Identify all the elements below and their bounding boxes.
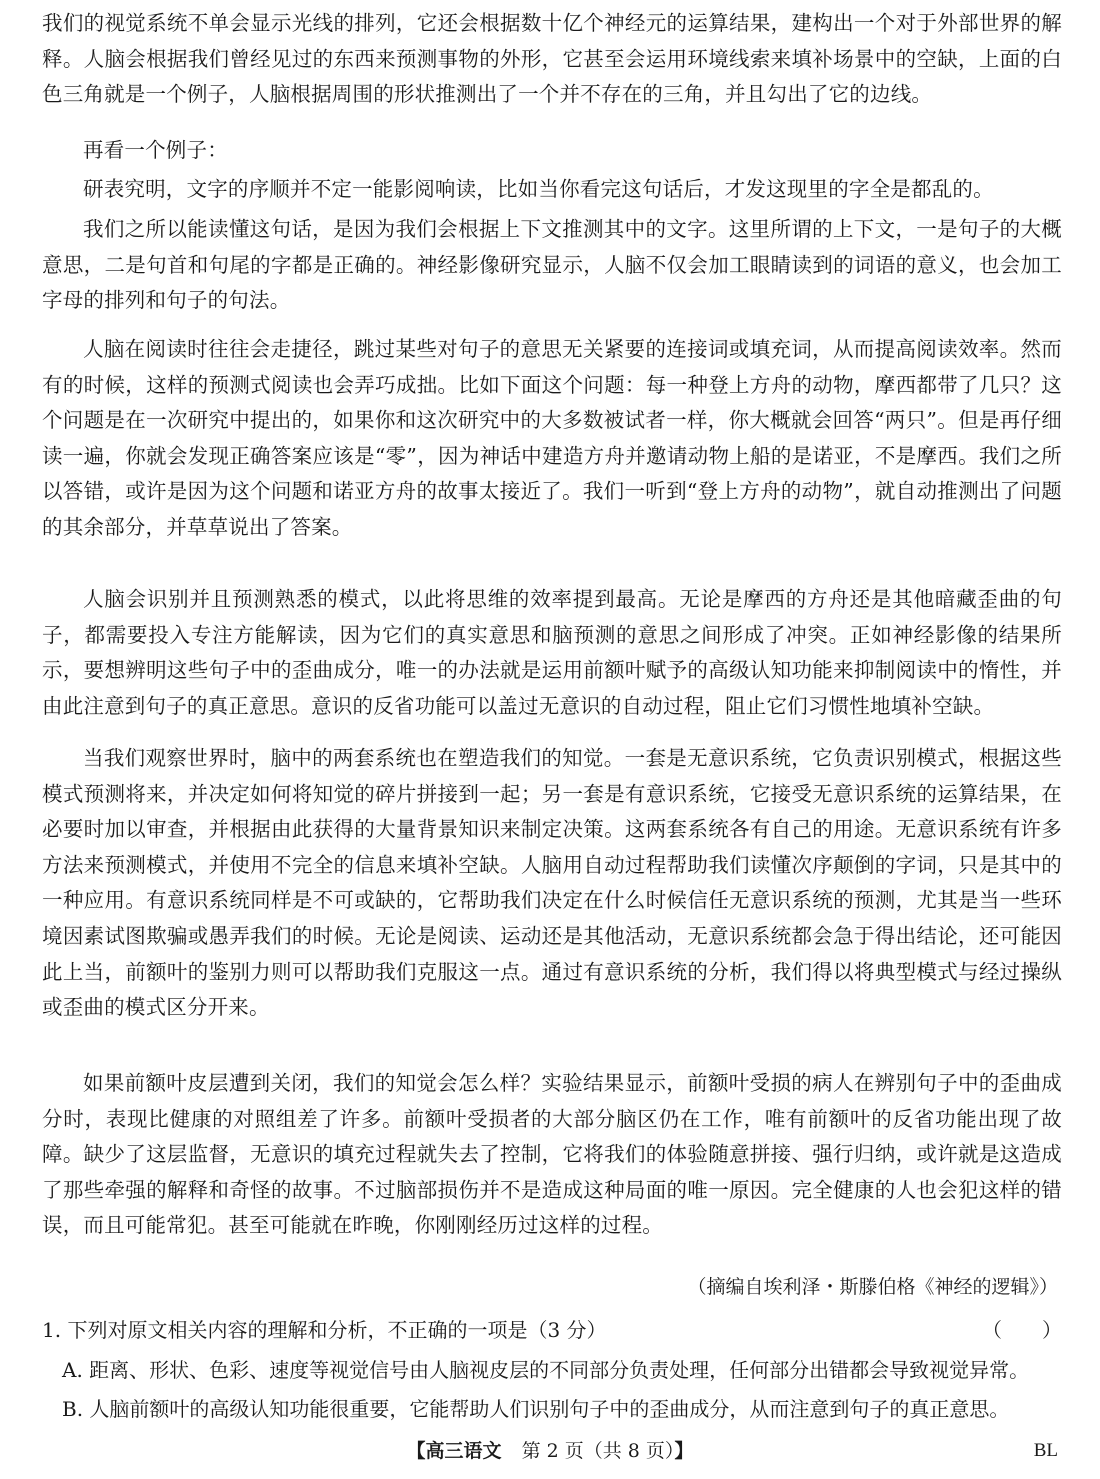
footer-subject: 【高三语文 (406, 1440, 502, 1462)
passage-paragraph-8: 如果前额叶皮层遭到关闭，我们的知觉会怎么样？实验结果显示，前额叶受损的病人在辨别句子中的歪曲成分时，表现比健康的对照组差了许多。前额叶受损者的大部分脑区仍在工作，唯有前额叶的反省功能出现了故障。缺少了这层监督，无意识的填充过程就失去了控制，它将我们的体验随意拼接、强行归纳，或许就是这造成了那些牵强的解释和奇怪的故事。不过脑部损伤并不是造成这种局面的唯一原因。完全健康的人也会犯这样的错误，而且可能常犯。甚至可能就在昨晚，你刚刚经历过这样的过程。 (42, 1071, 1062, 1238)
passage-paragraph-7: 当我们观察世界时，脑中的两套系统也在塑造我们的知觉。一套是无意识系统，它负责识别模式，根据这些模式预测将来，并决定如何将知觉的碎片拼接到一起；另一套是有意识系统，它接受无意识系统的运算结果，在必要时加以审查，并根据由此获得的大量背景知识来制定决策。这两套系统各有自己的用途。无意识系统有许多方法来预测模式，并使用不完全的信息来填补空缺。人脑用自动过程帮助我们读懂次序颠倒的字词，只是其中的一种应用。有意识系统同样是不可或缺的，它帮助我们决定在什么时候信任无意识系统的预测，尤其是当一些环境因素试图欺骗或愚弄我们的时候。无论是阅读、运动还是其他活动，无意识系统都会急于得出结论，还可能因此上当，前额叶的鉴别力则可以帮助我们克服这一点。通过有意识系统的分析，我们得以将典型模式与经过操纵或歪曲的模式区分开来。 (42, 746, 1062, 1020)
question-1-stem (42, 1314, 1062, 1346)
passage-source: （摘编自埃利泽・斯滕伯格《神经的逻辑》） (687, 1276, 1058, 1298)
footer-page-number: 第 2 页（共 8 页） (521, 1440, 675, 1462)
passage-paragraph-6: 人脑会识别并且预测熟悉的模式，以此将思维的效率提到最高。无论是摩西的方舟还是其他暗藏歪曲的句子，都需要投入专注方能解读，因为它们的真实意思和脑预测的意思之间形成了冲突。正如神经影像的结果所示，要想辨明这些句子中的歪曲成分，唯一的办法就是运用前额叶赋予的高级认知功能来抑制阅读中的惰性，并由此注意到句子的真正意思。意识的反省功能可以盖过无意识的自动过程，阻止它们习惯性地填补空缺。 (42, 587, 1062, 718)
passage-paragraph-4: 我们之所以能读懂这句话，是因为我们会根据上下文推测其中的文字。这里所谓的上下文，一是句子的大概意思，二是句首和句尾的字都是正确的。神经影像研究显示，人脑不仅会加工眼睛读到的词语的意义，也会加工字母的排列和句子的句法。 (42, 217, 1062, 313)
question-1-option-b: B. 人脑前额叶的高级认知功能很重要，它能帮助人们识别句子中的歪曲成分，从而注意到句子的真正意思。 (62, 1397, 1010, 1421)
footer-code: BL (1033, 1440, 1058, 1461)
passage-paragraph-5: 人脑在阅读时往往会走捷径，跳过某些对句子的意思无关紧要的连接词或填充词，从而提高阅读效率。然而有的时候，这样的预测式阅读也会弄巧成拙。比如下面这个问题：每一种登上方舟的动物，摩西都带了几只？这个问题是在一次研究中提出的，如果你和这次研究中的大多数被试者一样，你大概就会回答“两只”。但是再仔细读一遍，你就会发现正确答案应该是“零”，因为神话中建造方舟并邀请动物上船的是诺亚，不是摩西。我们之所以答错，或许是因为这个问题和诺亚方舟的故事太接近了。我们一听到“登上方舟的动物”，就自动推测出了问题的其余部分，并草草说出了答案。 (42, 337, 1062, 539)
footer-bracket-close: 】 (674, 1440, 694, 1462)
passage-paragraph-3: 研表究明，文字的序顺并不定一能影阅响读，比如当你看完这句话后，才发这现里的字全是都乱的。 (83, 177, 994, 201)
page-footer (0, 1436, 1100, 1466)
question-1-text: 1. 下列对原文相关内容的理解和分析，不正确的一项是（3 分） (42, 1318, 607, 1342)
passage-paragraph-1: 我们的视觉系统不单会显示光线的排列，它还会根据数十亿个神经元的运算结果，建构出一个对于外部世界的解释。人脑会根据我们曾经见过的东西来预测事物的外形，它甚至会运用环境线索来填补场景中的空缺，上面的白色三角就是一个例子，人脑根据周围的形状推测出了一个并不存在的三角，并且勾出了它的边线。 (42, 11, 1062, 107)
passage-paragraph-2: 再看一个例子： (83, 138, 228, 162)
answer-blank: （ ） (982, 1318, 1062, 1342)
question-1-option-a: A. 距离、形状、色彩、速度等视觉信号由人脑视皮层的不同部分负责处理，任何部分出错都会导致视觉异常。 (62, 1358, 1030, 1382)
